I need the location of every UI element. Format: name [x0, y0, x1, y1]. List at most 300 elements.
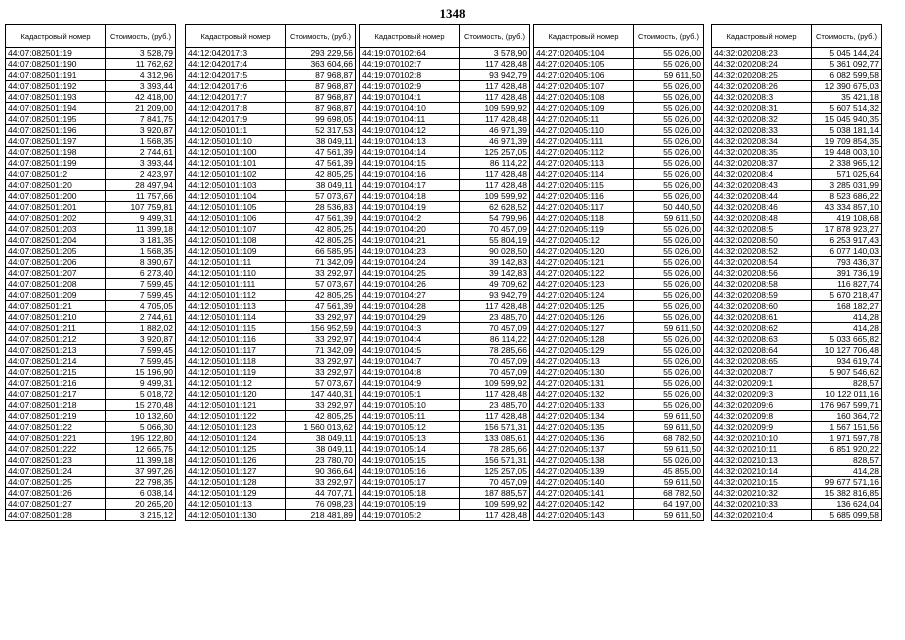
cadastral-number-cell: 44:19:070104:17 [360, 180, 460, 191]
cost-cell: 117 428,48 [460, 180, 530, 191]
cost-cell: 46 971,39 [460, 125, 530, 136]
table-row [6, 235, 176, 246]
cost-cell: 2 744,61 [106, 312, 176, 323]
cost-cell: 125 257,05 [460, 466, 530, 477]
table-row [186, 312, 356, 323]
cadastral-number-cell: 44:12:050101:13 [186, 499, 286, 510]
cost-cell: 10 132,60 [106, 411, 176, 422]
cost-cell: 45 855,00 [634, 466, 704, 477]
cost-cell: 116 827,74 [812, 279, 882, 290]
cost-cell: 176 967 599,71 [812, 400, 882, 411]
cost-cell: 1 560 013,62 [286, 422, 356, 433]
cadastral-number-cell: 44:27:020405:12 [534, 235, 634, 246]
cost-cell: 55 026,00 [634, 389, 704, 400]
cost-cell: 33 292,97 [286, 334, 356, 345]
cadastral-number-cell: 44:19:070104:20 [360, 224, 460, 235]
cadastral-number-cell: 44:27:020405:114 [534, 169, 634, 180]
table-row [186, 180, 356, 191]
cost-cell: 55 026,00 [634, 59, 704, 70]
cost-cell: 109 599,92 [460, 103, 530, 114]
cadastral-number-cell: 44:27:020405:108 [534, 92, 634, 103]
cadastral-number-cell: 44:12:050101:109 [186, 246, 286, 257]
table-row [6, 169, 176, 180]
table-row [186, 411, 356, 422]
table-row [6, 466, 176, 477]
cost-cell: 93 942,79 [460, 70, 530, 81]
cost-cell: 86 114,22 [460, 158, 530, 169]
cost-cell: 52 317,53 [286, 125, 356, 136]
table-header-row [186, 25, 356, 48]
table-row [360, 455, 530, 466]
cadastral-number-cell: 44:19:070104:9 [360, 378, 460, 389]
table-row [360, 444, 530, 455]
cadastral-number-cell: 44:32:020208:37 [712, 158, 812, 169]
cost-cell: 55 026,00 [634, 367, 704, 378]
cost-cell: 38 049,11 [286, 136, 356, 147]
table-row [186, 510, 356, 521]
table-row [712, 301, 882, 312]
table-row [6, 367, 176, 378]
table-row [712, 213, 882, 224]
cadastral-number-cell: 44:19:070104:25 [360, 268, 460, 279]
table-row [6, 301, 176, 312]
table-row [6, 180, 176, 191]
table-row [6, 158, 176, 169]
cadastral-number-cell: 44:27:020405:132 [534, 389, 634, 400]
cadastral-number-cell: 44:32:020210:13 [712, 455, 812, 466]
table-row [186, 323, 356, 334]
cadastral-number-cell: 44:32:020208:63 [712, 334, 812, 345]
table-row [6, 433, 176, 444]
cadastral-number-cell: 44:07:082501:199 [6, 158, 106, 169]
cost-cell: 59 611,50 [634, 510, 704, 521]
cadastral-number-cell: 44:19:070104:21 [360, 235, 460, 246]
cadastral-number-cell: 44:27:020405:129 [534, 345, 634, 356]
cost-cell: 3 578,90 [460, 48, 530, 59]
table-row [360, 356, 530, 367]
table-row [186, 488, 356, 499]
cadastral-number-cell: 44:12:050101:126 [186, 455, 286, 466]
cost-cell: 136 624,04 [812, 499, 882, 510]
cadastral-number-cell: 44:19:070104:16 [360, 169, 460, 180]
cadastral-number-cell: 44:19:070104:2 [360, 213, 460, 224]
cost-cell: 49 709,62 [460, 279, 530, 290]
cadastral-number-cell: 44:19:070104:12 [360, 125, 460, 136]
table-row [360, 235, 530, 246]
table-row [712, 180, 882, 191]
table-row [534, 257, 704, 268]
cadastral-number-cell: 44:19:070105:17 [360, 477, 460, 488]
cost-cell: 293 229,56 [286, 48, 356, 59]
cost-cell: 4 312,96 [106, 70, 176, 81]
table-row [6, 103, 176, 114]
cost-cell: 6 253 917,43 [812, 235, 882, 246]
cadastral-header: Кадастровый номер [186, 25, 286, 48]
cost-cell: 117 428,48 [460, 389, 530, 400]
cadastral-number-cell: 44:19:070105:13 [360, 433, 460, 444]
table-row [6, 345, 176, 356]
cost-cell: 109 599,92 [460, 191, 530, 202]
cost-cell: 22 798,35 [106, 477, 176, 488]
cadastral-number-cell: 44:32:020208:3 [712, 92, 812, 103]
cadastral-number-cell: 44:19:070102:64 [360, 48, 460, 59]
cadastral-number-cell: 44:32:020208:23 [712, 48, 812, 59]
cost-cell: 156 571,31 [460, 455, 530, 466]
cadastral-number-cell: 44:27:020405:134 [534, 411, 634, 422]
table-row [534, 411, 704, 422]
cadastral-number-cell: 44:07:082501:194 [6, 103, 106, 114]
table-row [360, 257, 530, 268]
cost-cell: 414,28 [812, 312, 882, 323]
table-row [186, 136, 356, 147]
cadastral-number-cell: 44:19:070104:27 [360, 290, 460, 301]
cadastral-header: Кадастровый номер [712, 25, 812, 48]
cost-cell: 39 142,83 [460, 257, 530, 268]
cost-cell: 86 114,22 [460, 334, 530, 345]
cost-cell: 54 799,96 [460, 213, 530, 224]
cadastral-number-cell: 44:07:082501:192 [6, 81, 106, 92]
cost-cell: 35 421,18 [812, 92, 882, 103]
cost-cell: 64 197,00 [634, 499, 704, 510]
cadastral-number-cell: 44:27:020405:119 [534, 224, 634, 235]
cadastral-number-cell: 44:27:020405:117 [534, 202, 634, 213]
cadastral-number-cell: 44:07:082501:195 [6, 114, 106, 125]
cadastral-number-cell: 44:12:042017:8 [186, 103, 286, 114]
table-row [186, 114, 356, 125]
cost-cell: 5 670 218,47 [812, 290, 882, 301]
cadastral-number-cell: 44:12:050101:113 [186, 301, 286, 312]
cadastral-number-cell: 44:19:070105:10 [360, 400, 460, 411]
table-row [360, 224, 530, 235]
cadastral-number-cell: 44:19:070104:14 [360, 147, 460, 158]
table-row [534, 125, 704, 136]
table-row [712, 510, 882, 521]
page-number: 1348 [439, 6, 466, 21]
cost-cell: 414,28 [812, 323, 882, 334]
table-row [6, 114, 176, 125]
cadastral-number-cell: 44:12:050101:11 [186, 257, 286, 268]
cost-cell: 11 399,18 [106, 224, 176, 235]
cadastral-number-cell: 44:07:082501:204 [6, 235, 106, 246]
cost-cell: 76 098,23 [286, 499, 356, 510]
table-row [6, 191, 176, 202]
cadastral-number-cell: 44:07:082501:23 [6, 455, 106, 466]
cadastral-number-cell: 44:27:020405:111 [534, 136, 634, 147]
table-row [360, 202, 530, 213]
cadastral-number-cell: 44:27:020405:143 [534, 510, 634, 521]
table-row [6, 422, 176, 433]
cost-cell: 218 481,89 [286, 510, 356, 521]
cost-cell: 6 077 140,03 [812, 246, 882, 257]
table-row [360, 246, 530, 257]
cost-cell: 57 073,67 [286, 191, 356, 202]
cadastral-number-cell: 44:12:050101:117 [186, 345, 286, 356]
cost-cell: 168 182,27 [812, 301, 882, 312]
table-row [360, 411, 530, 422]
table-row [712, 389, 882, 400]
cadastral-number-cell: 44:27:020405:109 [534, 103, 634, 114]
table-row [712, 136, 882, 147]
cadastral-number-cell: 44:12:050101:121 [186, 400, 286, 411]
table-row [186, 158, 356, 169]
table-row [534, 246, 704, 257]
cost-cell: 5 018,72 [106, 389, 176, 400]
table-row [186, 59, 356, 70]
cadastral-number-cell: 44:07:082501:27 [6, 499, 106, 510]
cost-cell: 117 428,48 [460, 114, 530, 125]
cost-cell: 55 026,00 [634, 356, 704, 367]
cost-cell: 55 026,00 [634, 378, 704, 389]
table-row [712, 488, 882, 499]
cadastral-number-cell: 44:32:020208:61 [712, 312, 812, 323]
cadastral-number-cell: 44:32:020208:34 [712, 136, 812, 147]
cadastral-table-3 [359, 24, 530, 521]
cadastral-number-cell: 44:07:082501:207 [6, 268, 106, 279]
cost-cell: 571 025,64 [812, 169, 882, 180]
cadastral-number-cell: 44:27:020405:110 [534, 125, 634, 136]
table-row [6, 499, 176, 510]
cost-cell: 11 757,66 [106, 191, 176, 202]
cost-cell: 109 599,92 [460, 499, 530, 510]
cadastral-number-cell: 44:32:020208:43 [712, 180, 812, 191]
cadastral-number-cell: 44:32:020208:26 [712, 81, 812, 92]
table-row [712, 202, 882, 213]
table-row [360, 147, 530, 158]
cadastral-header: Кадастровый номер [6, 25, 106, 48]
cadastral-number-cell: 44:32:020208:31 [712, 103, 812, 114]
table-row [712, 235, 882, 246]
cadastral-number-cell: 44:27:020405:137 [534, 444, 634, 455]
cost-cell: 87 968,87 [286, 70, 356, 81]
table-row [360, 466, 530, 477]
table-row [186, 213, 356, 224]
table-row [360, 169, 530, 180]
cadastral-number-cell: 44:32:020208:7 [712, 367, 812, 378]
table-row [534, 356, 704, 367]
cost-cell: 90 028,50 [460, 246, 530, 257]
cost-cell: 55 026,00 [634, 169, 704, 180]
cost-cell: 5 361 092,77 [812, 59, 882, 70]
table-row [360, 499, 530, 510]
cost-header: Стоимость, (руб.) [634, 25, 704, 48]
table-row [534, 114, 704, 125]
cadastral-number-cell: 44:19:070104:18 [360, 191, 460, 202]
cadastral-number-cell: 44:19:070104:11 [360, 114, 460, 125]
table-row [360, 136, 530, 147]
cadastral-number-cell: 44:19:070104:29 [360, 312, 460, 323]
cadastral-number-cell: 44:27:020405:123 [534, 279, 634, 290]
table-row [534, 312, 704, 323]
cadastral-number-cell: 44:27:020405:107 [534, 81, 634, 92]
cadastral-number-cell: 44:19:070102:9 [360, 81, 460, 92]
cadastral-number-cell: 44:07:082501:201 [6, 202, 106, 213]
table-row [534, 180, 704, 191]
cost-cell: 55 026,00 [634, 334, 704, 345]
cadastral-number-cell: 44:07:082501:221 [6, 433, 106, 444]
table-row [534, 70, 704, 81]
table-row [186, 147, 356, 158]
cadastral-number-cell: 44:27:020405:127 [534, 323, 634, 334]
table-row [534, 466, 704, 477]
cost-cell: 7 841,75 [106, 114, 176, 125]
table-row [186, 477, 356, 488]
cadastral-number-cell: 44:32:020209:9 [712, 422, 812, 433]
cadastral-number-cell: 44:32:020208:50 [712, 235, 812, 246]
table-row [712, 312, 882, 323]
table-row [186, 92, 356, 103]
cost-cell: 7 599,45 [106, 345, 176, 356]
table-row [360, 378, 530, 389]
table-row [360, 191, 530, 202]
cost-cell: 55 026,00 [634, 345, 704, 356]
cadastral-number-cell: 44:32:020208:52 [712, 246, 812, 257]
cadastral-number-cell: 44:12:050101:107 [186, 224, 286, 235]
cost-cell: 33 292,97 [286, 477, 356, 488]
table-row [186, 367, 356, 378]
cadastral-number-cell: 44:07:082501:214 [6, 356, 106, 367]
cost-cell: 55 026,00 [634, 147, 704, 158]
table-row [6, 59, 176, 70]
cost-cell: 55 026,00 [634, 257, 704, 268]
cadastral-number-cell: 44:07:082501:2 [6, 169, 106, 180]
table-row [534, 235, 704, 246]
cost-cell: 87 968,87 [286, 81, 356, 92]
cost-cell: 50 440,50 [634, 202, 704, 213]
cadastral-number-cell: 44:07:082501:200 [6, 191, 106, 202]
table-row [712, 378, 882, 389]
table-row [186, 257, 356, 268]
cadastral-number-cell: 44:19:070104:23 [360, 246, 460, 257]
cost-cell: 42 805,25 [286, 235, 356, 246]
cadastral-number-cell: 44:19:070102:8 [360, 70, 460, 81]
cadastral-number-cell: 44:12:042017:5 [186, 70, 286, 81]
table-row [712, 279, 882, 290]
table-row [6, 455, 176, 466]
cost-cell: 55 026,00 [634, 158, 704, 169]
table-row [6, 202, 176, 213]
cost-cell: 55 026,00 [634, 136, 704, 147]
cadastral-number-cell: 44:07:082501:210 [6, 312, 106, 323]
table-row [534, 477, 704, 488]
cost-cell: 3 393,44 [106, 81, 176, 92]
cadastral-number-cell: 44:27:020405:118 [534, 213, 634, 224]
cost-cell: 37 997,26 [106, 466, 176, 477]
table-row [534, 389, 704, 400]
cost-header: Стоимость, (руб.) [812, 25, 882, 48]
cadastral-number-cell: 44:32:020209:6 [712, 400, 812, 411]
cost-cell: 78 285,66 [460, 444, 530, 455]
cadastral-number-cell: 44:27:020405:130 [534, 367, 634, 378]
table-row [6, 444, 176, 455]
table-row [6, 378, 176, 389]
cadastral-number-cell: 44:12:050101:128 [186, 477, 286, 488]
table-row [360, 367, 530, 378]
table-row [186, 70, 356, 81]
cadastral-number-cell: 44:27:020405:11 [534, 114, 634, 125]
cadastral-number-cell: 44:12:050101:104 [186, 191, 286, 202]
table-row [360, 70, 530, 81]
cost-cell: 55 026,00 [634, 180, 704, 191]
cadastral-header: Кадастровый номер [534, 25, 634, 48]
cadastral-number-cell: 44:19:070105:16 [360, 466, 460, 477]
cadastral-number-cell: 44:07:082501:20 [6, 180, 106, 191]
table-row [712, 114, 882, 125]
table-row [6, 488, 176, 499]
cost-cell: 55 026,00 [634, 235, 704, 246]
table-row [186, 466, 356, 477]
cadastral-number-cell: 44:27:020405:113 [534, 158, 634, 169]
cadastral-number-cell: 44:12:050101:111 [186, 279, 286, 290]
cadastral-number-cell: 44:07:082501:190 [6, 59, 106, 70]
cadastral-number-cell: 44:07:082501:219 [6, 411, 106, 422]
table-row [6, 125, 176, 136]
cost-cell: 55 026,00 [634, 191, 704, 202]
table-row [360, 477, 530, 488]
cadastral-number-cell: 44:12:050101:102 [186, 169, 286, 180]
cost-cell: 44 707,71 [286, 488, 356, 499]
cadastral-number-cell: 44:27:020405:124 [534, 290, 634, 301]
cost-cell: 156 952,59 [286, 323, 356, 334]
table-row [360, 389, 530, 400]
cadastral-number-cell: 44:27:020405:106 [534, 70, 634, 81]
cadastral-number-cell: 44:32:020208:32 [712, 114, 812, 125]
cost-cell: 20 265,20 [106, 499, 176, 510]
cadastral-number-cell: 44:27:020405:136 [534, 433, 634, 444]
table-row [534, 147, 704, 158]
cadastral-number-cell: 44:12:050101:123 [186, 422, 286, 433]
cadastral-number-cell: 44:07:082501:209 [6, 290, 106, 301]
cadastral-number-cell: 44:12:050101:1 [186, 125, 286, 136]
cost-cell: 5 607 514,32 [812, 103, 882, 114]
cost-cell: 156 571,31 [460, 422, 530, 433]
table-row [186, 224, 356, 235]
cadastral-number-cell: 44:32:020210:11 [712, 444, 812, 455]
cadastral-number-cell: 44:07:082501:222 [6, 444, 106, 455]
cost-cell: 87 968,87 [286, 92, 356, 103]
cadastral-number-cell: 44:07:082501:21 [6, 301, 106, 312]
table-row [360, 345, 530, 356]
table-row [712, 499, 882, 510]
cadastral-number-cell: 44:27:020405:105 [534, 59, 634, 70]
cadastral-number-cell: 44:19:070105:12 [360, 422, 460, 433]
cadastral-number-cell: 44:12:050101:12 [186, 378, 286, 389]
cost-cell: 160 364,72 [812, 411, 882, 422]
cost-cell: 9 499,31 [106, 378, 176, 389]
table-row [360, 125, 530, 136]
cost-cell: 828,57 [812, 378, 882, 389]
table-row [6, 147, 176, 158]
cadastral-number-cell: 44:12:050101:112 [186, 290, 286, 301]
tables-container [5, 24, 900, 618]
table-row [360, 323, 530, 334]
table-row [360, 158, 530, 169]
table-row [360, 103, 530, 114]
cost-cell: 117 428,48 [460, 81, 530, 92]
cost-cell: 59 611,50 [634, 70, 704, 81]
table-row [6, 323, 176, 334]
cadastral-number-cell: 44:07:082501:206 [6, 257, 106, 268]
table-row [6, 279, 176, 290]
cost-cell: 6 851 920,22 [812, 444, 882, 455]
cost-cell: 42 805,25 [286, 290, 356, 301]
cost-cell: 70 457,09 [460, 367, 530, 378]
table-row [712, 422, 882, 433]
cadastral-number-cell: 44:12:050101:110 [186, 268, 286, 279]
cadastral-number-cell: 44:12:050101:10 [186, 136, 286, 147]
cost-cell: 33 292,97 [286, 312, 356, 323]
cadastral-number-cell: 44:12:050101:130 [186, 510, 286, 521]
table-row [360, 312, 530, 323]
